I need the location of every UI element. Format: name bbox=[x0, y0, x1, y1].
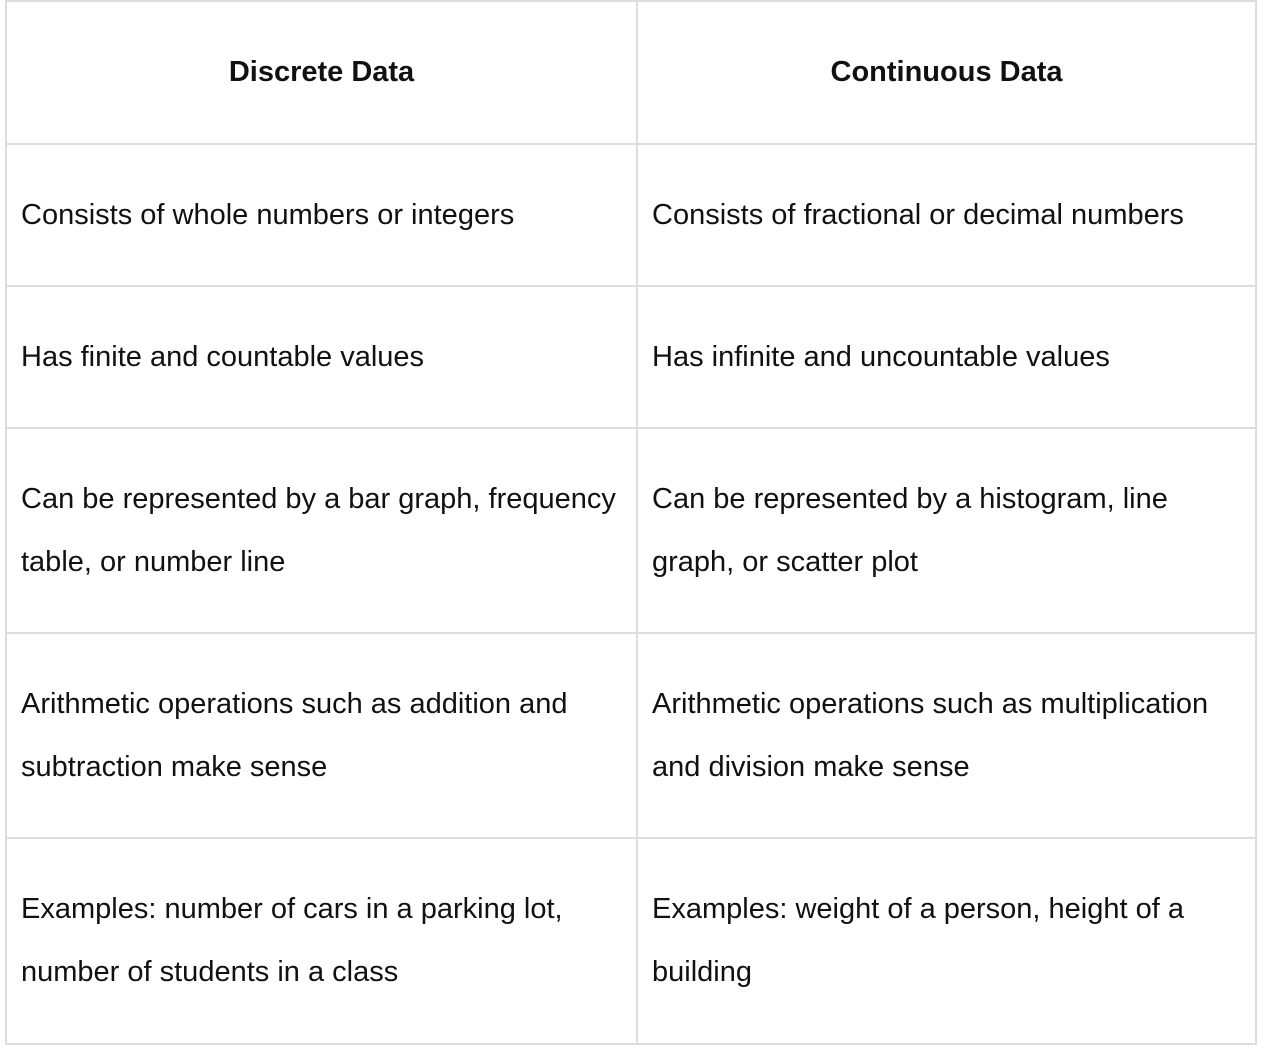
discrete-cell: Examples: number of cars in a parking lot, number of students in a class bbox=[6, 838, 637, 1044]
continuous-cell: Has infinite and uncountable values bbox=[637, 286, 1256, 428]
table-header-row bbox=[6, 1, 1256, 144]
continuous-cell: Examples: weight of a person, height of a building bbox=[637, 838, 1256, 1044]
continuous-cell: Can be represented by a histogram, line graph, or scatter plot bbox=[637, 428, 1256, 633]
header-discrete-data: Discrete Data bbox=[6, 1, 637, 144]
discrete-vs-continuous-table bbox=[5, 0, 1257, 1045]
comparison-table-container bbox=[5, 0, 1255, 1045]
continuous-cell: Arithmetic operations such as multiplication and division make sense bbox=[637, 633, 1256, 838]
table-row bbox=[6, 428, 1256, 633]
discrete-cell: Can be represented by a bar graph, frequency table, or number line bbox=[6, 428, 637, 633]
continuous-cell: Consists of fractional or decimal numbers bbox=[637, 144, 1256, 286]
header-continuous-data: Continuous Data bbox=[637, 1, 1256, 144]
table-row bbox=[6, 286, 1256, 428]
table-row bbox=[6, 144, 1256, 286]
table-row bbox=[6, 838, 1256, 1044]
discrete-cell: Has finite and countable values bbox=[6, 286, 637, 428]
table-row bbox=[6, 633, 1256, 838]
discrete-cell: Arithmetic operations such as addition and subtraction make sense bbox=[6, 633, 637, 838]
discrete-cell: Consists of whole numbers or integers bbox=[6, 144, 637, 286]
